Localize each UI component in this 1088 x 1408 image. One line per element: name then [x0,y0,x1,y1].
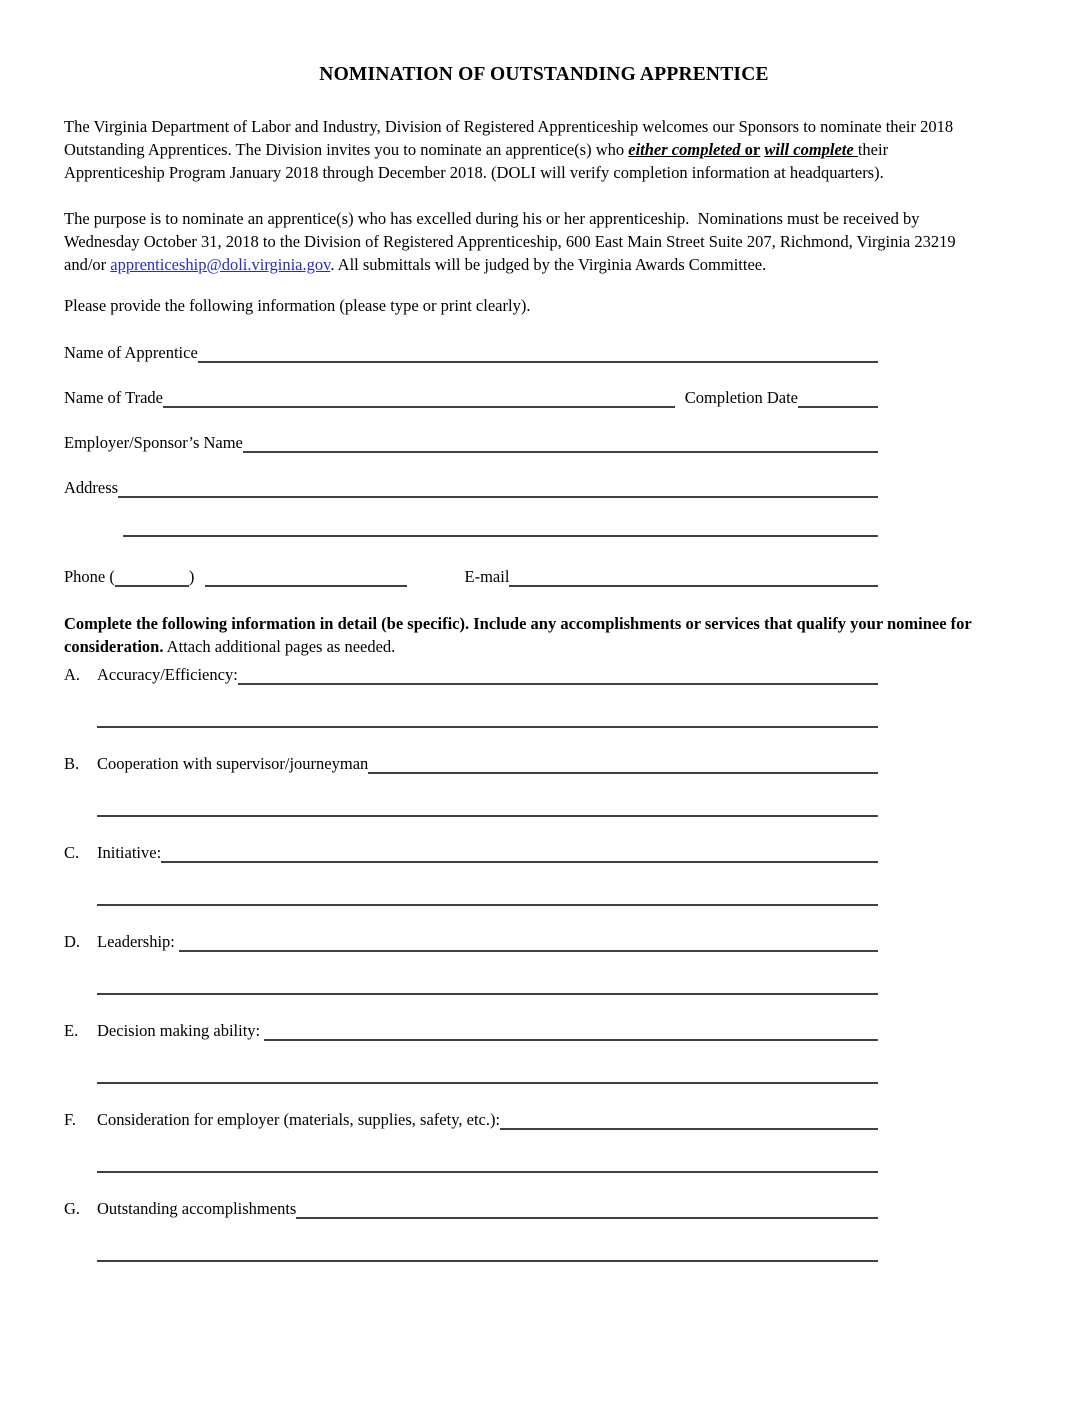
trade-row [64,386,878,409]
item-row-accuracy [64,663,878,686]
deadline-text-after: . All submittals will be judged by the Virginia Awards Committee. [330,255,767,275]
item-accomplishments-blank-line [296,1197,878,1219]
apprentice-name-row [64,341,878,364]
completion-date-label: Completion Date [684,388,798,408]
item-row-initiative [64,841,878,864]
item-letter: F. [64,1110,76,1130]
address-label: Address [64,478,119,498]
address-blank-line [118,476,878,498]
item-consideration-blank-line [500,1108,878,1130]
item-label-initiative: Initiative: [97,843,162,863]
deadline-paragraph [64,207,992,277]
intro-paragraph [64,115,992,185]
item-accuracy-continuation-row [97,706,878,729]
item-initiative-continuation-row [97,884,878,907]
item-decision-continuation-blank-line [97,1062,878,1084]
trade-label: Name of Trade [64,388,163,408]
emphasis-will-complete: will complete [764,140,858,160]
address-continuation-row [123,515,878,538]
item-label-accuracy: Accuracy/Efficiency: [97,665,238,685]
item-label-cooperation: Cooperation with supervisor/journeyman [97,754,369,774]
address-row [64,476,878,499]
item-decision-continuation-row [97,1062,878,1085]
detail-instructions-bold: Complete the following information in detail (be specific). Include any accomplishments or services that qualify your nominee for consideration. [64,614,972,657]
item-letter: E. [64,1021,79,1041]
detail-instructions [64,612,996,658]
item-leadership-continuation-row [97,973,878,996]
item-cooperation-continuation-row [97,795,878,818]
email-label: E-mail [464,567,510,587]
phone-area-code-blank-line [115,565,189,587]
deadline-text-before: The purpose is to nominate an apprentice(s) who has excelled during his or her apprenticeship. Nominations must be received by Wednesday October 31, 2018 to the Division of Registered Apprenticeship, 600 East Main Street Suite 207, Richmond, Virginia 23219 and/or [64,208,960,275]
item-accomplishments-continuation-blank-line [97,1240,878,1262]
item-cooperation-continuation-blank-line [97,795,878,817]
item-cooperation-blank-line [368,752,878,774]
item-letter: B. [64,754,80,774]
email-blank-line [509,565,878,587]
item-label-accomplishments: Outstanding accomplishments [97,1199,297,1219]
item-row-leadership [64,930,878,953]
item-accomplishments-continuation-row [97,1240,878,1263]
item-decision-blank-line [264,1019,878,1041]
item-label-leadership: Leadership: [97,932,180,952]
item-consideration-continuation-blank-line [97,1151,878,1173]
phone-close-paren: ) [188,567,199,587]
item-leadership-blank-line [179,930,878,952]
item-row-decision [64,1019,878,1042]
item-consideration-continuation-row [97,1151,878,1174]
address-continuation-blank-line [123,515,878,537]
item-letter: D. [64,932,81,952]
item-letter: G. [64,1199,81,1219]
item-letter: A. [64,665,81,685]
item-accuracy-continuation-blank-line [97,706,878,728]
intro-text-after: their Apprenticeship Program January 2018 through December 2018. (DOLI will verify completion information at headquarters). [64,140,892,183]
completion-date-blank-line [798,386,878,408]
employer-row [64,431,878,454]
detail-instructions-normal: Attach additional pages as needed. [163,637,396,657]
phone-number-blank-line [205,565,407,587]
item-letter: C. [64,843,80,863]
employer-blank-line [243,431,878,453]
emphasis-either-completed: either completed [628,140,741,160]
page-title: NOMINATION OF OUTSTANDING APPRENTICE [319,64,769,85]
apprentice-name-label: Name of Apprentice [64,343,198,363]
item-row-cooperation [64,752,878,775]
phone-label: Phone ( [64,567,115,587]
apprentice-name-blank-line [198,341,878,363]
item-row-consideration [64,1108,878,1131]
trade-blank-line [163,386,675,408]
please-provide-note: Please provide the following information (please type or print clearly). [64,296,531,316]
item-row-accomplishments [64,1197,878,1220]
item-label-consideration: Consideration for employer (materials, supplies, safety, etc.): [97,1110,501,1130]
intro-text-before: The Virginia Department of Labor and Industry, Division of Registered Apprenticeship welcomes our Sponsors to nominate their 2018 Outstanding Apprentices. The Division invites you to nominate an apprentice(s) who [64,117,958,160]
item-accuracy-blank-line [238,663,878,685]
emphasis-or: or [740,140,761,160]
item-leadership-continuation-blank-line [97,973,878,995]
item-initiative-blank-line [161,841,878,863]
item-initiative-continuation-blank-line [97,884,878,906]
item-label-decision: Decision making ability: [97,1021,265,1041]
phone-email-row [64,565,878,588]
employer-label: Employer/Sponsor’s Name [64,433,243,453]
email-link[interactable]: apprenticeship@doli.virginia.gov [110,255,331,275]
